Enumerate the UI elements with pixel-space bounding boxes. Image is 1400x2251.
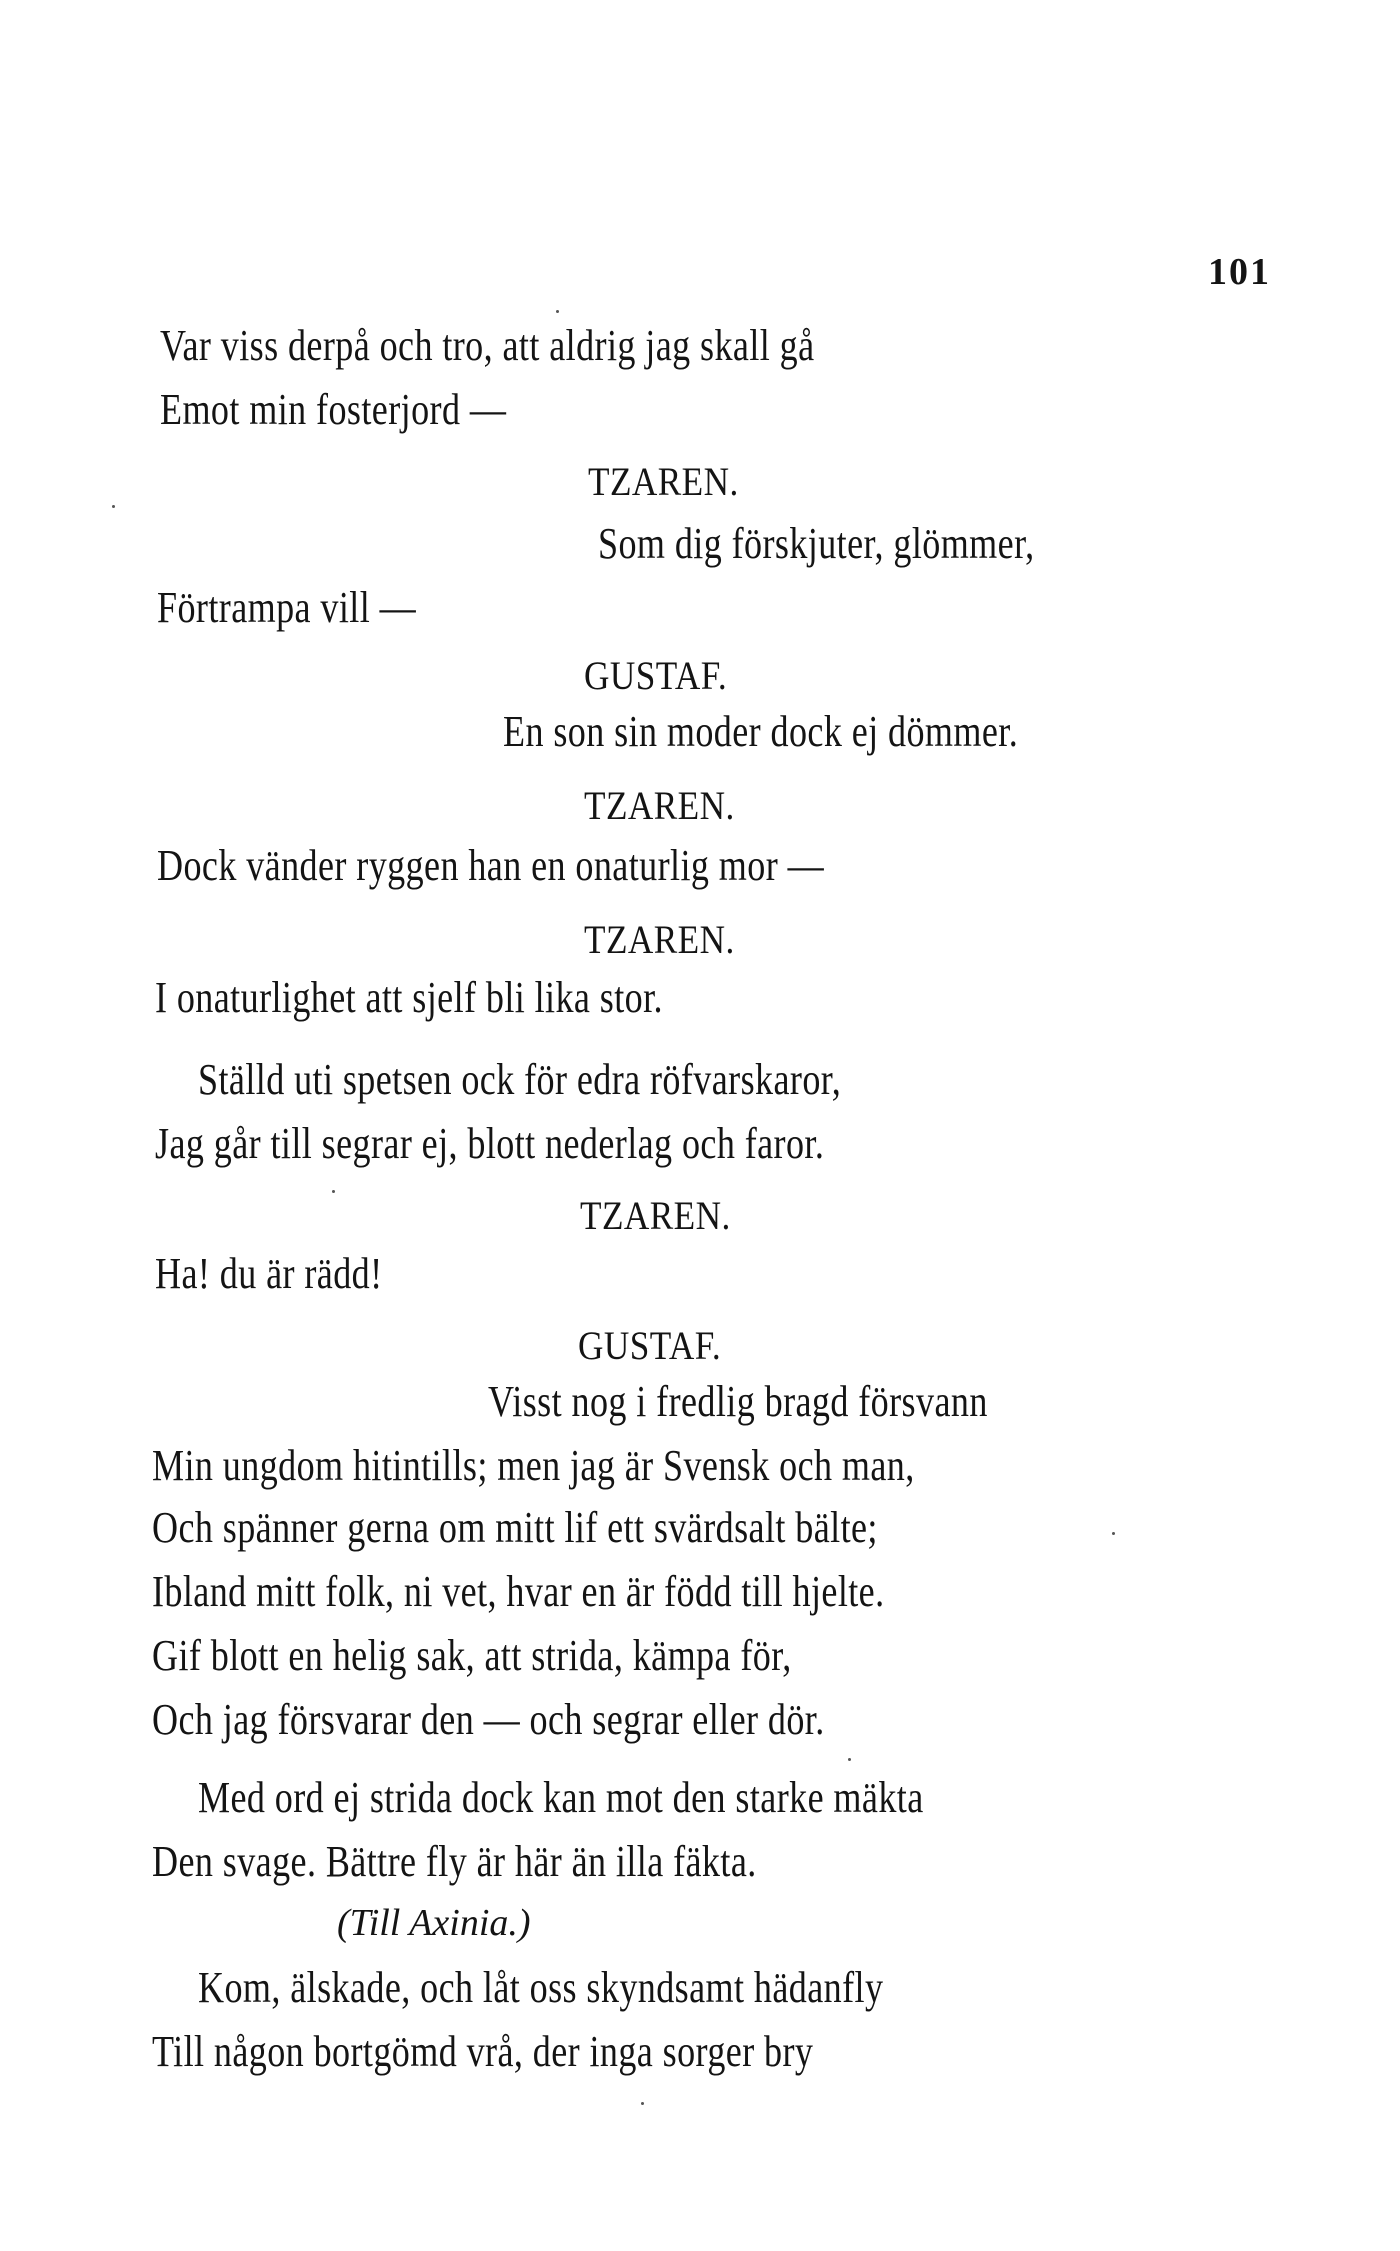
speaker-label: GUSTAF. xyxy=(584,653,728,698)
speaker-label: TZAREN. xyxy=(588,459,739,504)
speaker-label: TZAREN. xyxy=(584,917,735,962)
stage-direction: (Till Axinia.) xyxy=(337,1902,531,1944)
speaker-label: TZAREN. xyxy=(580,1193,731,1238)
print-speck xyxy=(112,505,115,508)
page-number: 101 xyxy=(1208,251,1271,293)
verse-line: Kom, älskade, och låt oss skyndsamt hädanfly xyxy=(198,1963,884,2012)
verse-line: Var viss derpå och tro, att aldrig jag skall gå xyxy=(160,321,815,370)
verse-line: Ibland mitt folk, ni vet, hvar en är född till hjelte. xyxy=(152,1567,885,1616)
speaker-label: TZAREN. xyxy=(584,783,735,828)
speaker-label: GUSTAF. xyxy=(578,1323,722,1368)
verse-line: Och jag försvarar den — och segrar eller dör. xyxy=(152,1695,825,1744)
verse-line: Min ungdom hitintills; men jag är Svensk och man, xyxy=(152,1441,915,1490)
verse-line: Och spänner gerna om mitt lif ett svärdsalt bälte; xyxy=(152,1503,878,1552)
verse-line: Jag går till segrar ej, blott nederlag och faror. xyxy=(155,1119,825,1168)
verse-line: I onaturlighet att sjelf bli lika stor. xyxy=(155,973,663,1022)
verse-line: Ha! du är rädd! xyxy=(155,1249,383,1298)
print-speck xyxy=(332,1190,335,1193)
verse-line: Ställd uti spetsen ock för edra röfvarskaror, xyxy=(198,1055,842,1104)
verse-line: Den svage. Bättre fly är här än illa fäkta. xyxy=(152,1837,757,1886)
verse-line: Till någon bortgömd vrå, der inga sorger bry xyxy=(152,2027,814,2076)
verse-line: Som dig förskjuter, glömmer, xyxy=(598,519,1035,568)
verse-line: Emot min fosterjord — xyxy=(160,385,507,434)
print-speck xyxy=(848,1758,851,1761)
verse-line: Visst nog i fredlig bragd försvann xyxy=(488,1377,988,1426)
print-speck xyxy=(556,310,559,313)
verse-line: Med ord ej strida dock kan mot den starke mäkta xyxy=(198,1773,924,1822)
verse-line: Gif blott en helig sak, att strida, kämpa för, xyxy=(152,1631,792,1680)
print-speck xyxy=(1112,1532,1115,1535)
verse-line: Förtrampa vill — xyxy=(157,583,417,632)
print-speck xyxy=(641,2102,644,2105)
verse-line: En son sin moder dock ej dömmer. xyxy=(503,707,1019,756)
verse-line: Dock vänder ryggen han en onaturlig mor — xyxy=(157,841,825,890)
